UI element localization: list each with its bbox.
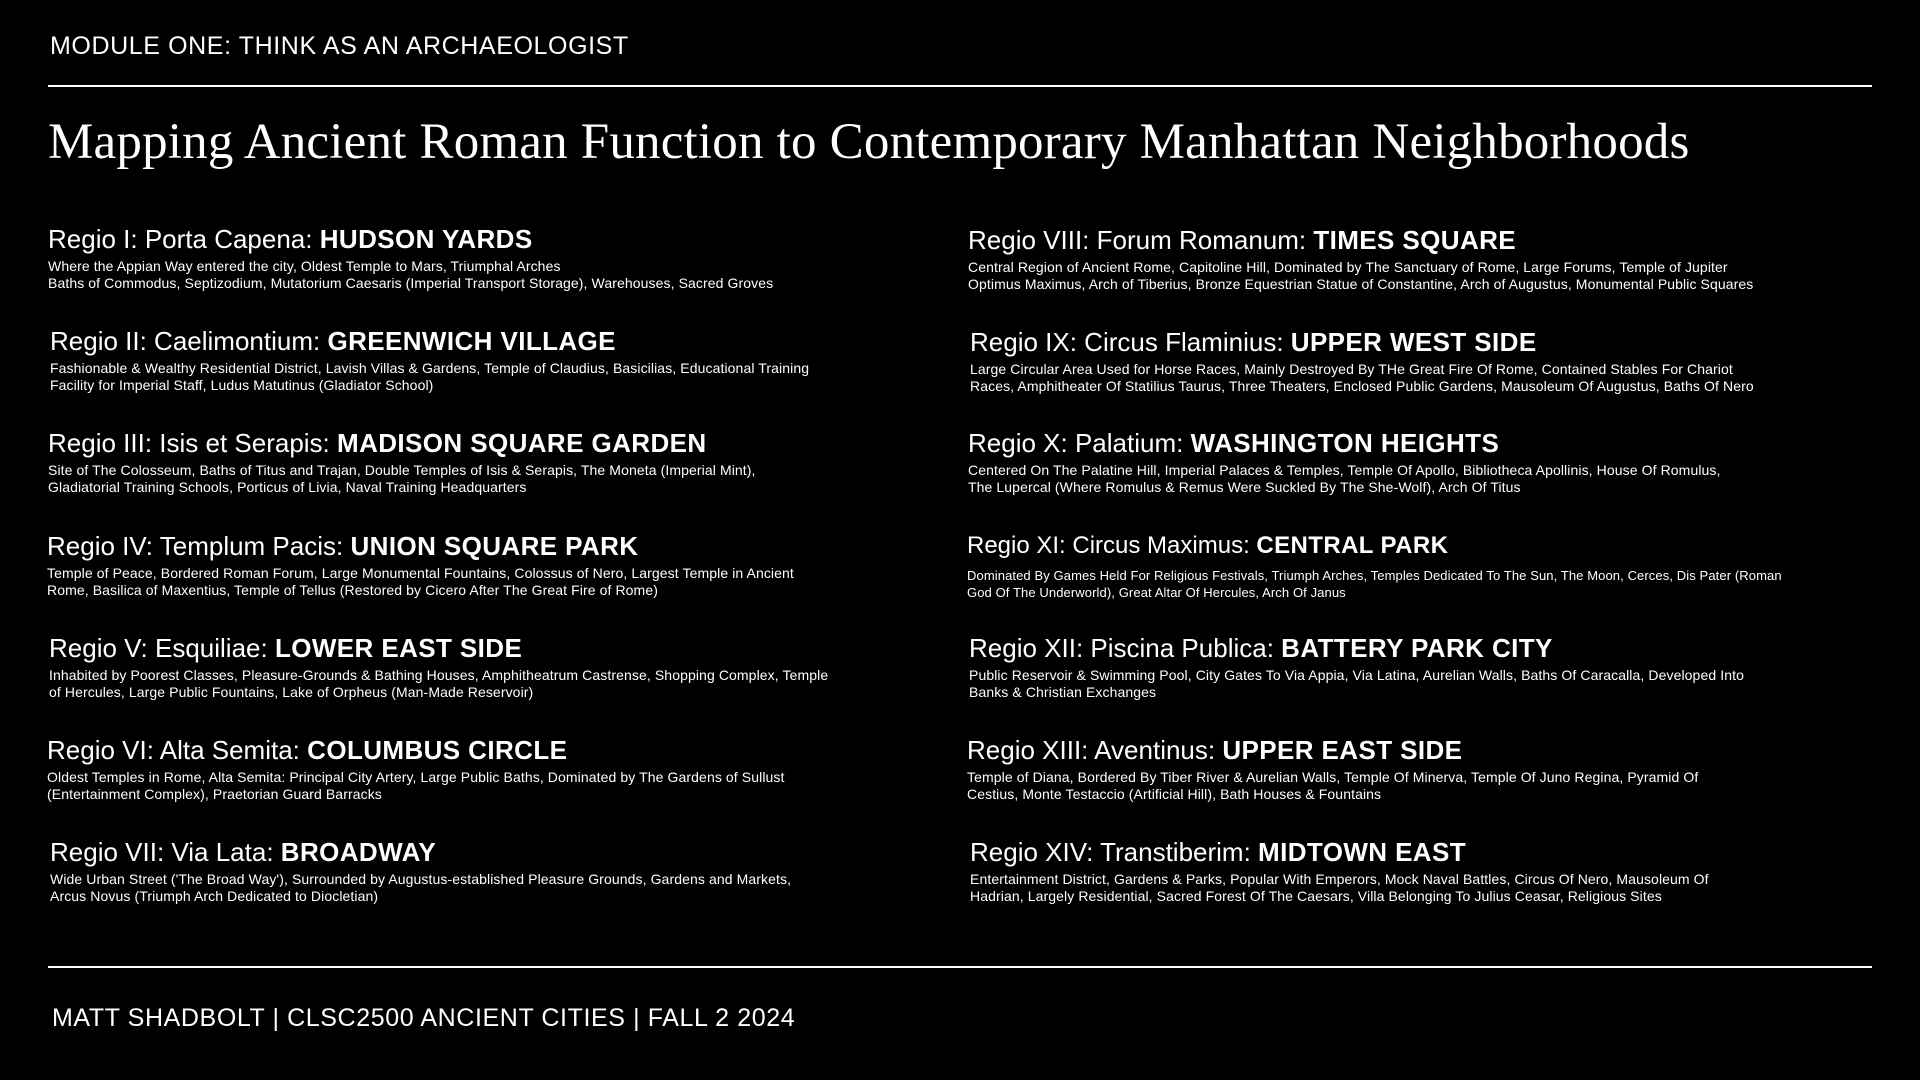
manhattan-neighborhood: CENTRAL PARK xyxy=(1256,532,1449,559)
manhattan-neighborhood: UNION SQUARE PARK xyxy=(350,531,639,561)
regio-name: Regio VIII: Forum Romanum: xyxy=(968,225,1314,255)
regio-name: Regio III: Isis et Serapis: xyxy=(48,428,338,458)
desc-line: Facility for Imperial Staff, Ludus Matutinus (Gladiator School) xyxy=(50,377,434,393)
regio-9-entry xyxy=(970,327,1754,395)
regio-4-entry xyxy=(47,531,794,599)
desc-line: Entertainment District, Gardens & Parks, Popular With Emperors, Mock Naval Battles, Circus Of Nero, Mausoleum Of xyxy=(970,871,1709,887)
regio-heading xyxy=(47,735,785,765)
regio-10-entry xyxy=(968,428,1721,496)
desc-line: Temple of Peace, Bordered Roman Forum, Large Monumental Fountains, Colossus of Nero, Largest Temple in Ancient xyxy=(47,565,794,581)
regio-heading xyxy=(48,224,773,254)
regio-11-entry xyxy=(967,531,1782,601)
regio-heading xyxy=(47,531,794,561)
regio-5-entry xyxy=(49,633,828,701)
regio-name: Regio IV: Templum Pacis: xyxy=(47,531,351,561)
desc-line: Central Region of Ancient Rome, Capitoline Hill, Dominated by The Sanctuary of Rome, Large Forums, Temple of Jupiter xyxy=(968,259,1728,275)
manhattan-neighborhood: LOWER EAST SIDE xyxy=(274,633,523,663)
desc-line: Dominated By Games Held For Religious Festivals, Triumph Arches, Temples Dedicated To The Sun, The Moon, Cerces, Dis Pater (Roman xyxy=(967,568,1782,583)
regio-name: Regio XI: Circus Maximus: xyxy=(967,532,1257,559)
desc-line: Banks & Christian Exchanges xyxy=(969,684,1157,700)
manhattan-neighborhood: TIMES SQUARE xyxy=(1313,225,1517,255)
desc-line: Inhabited by Poorest Classes, Pleasure-Grounds & Bathing Houses, Amphitheatrum Castrense, Shopping Complex, Temple xyxy=(49,667,829,683)
desc-line: Arcus Novus (Triumph Arch Dedicated to Diocletian) xyxy=(50,888,379,904)
manhattan-neighborhood: GREENWICH VILLAGE xyxy=(327,326,616,356)
regio-name: Regio VII: Via Lata: xyxy=(50,837,281,867)
regio-description xyxy=(970,871,1709,905)
regio-description xyxy=(967,769,1698,803)
regio-description xyxy=(49,667,828,701)
desc-line: Cestius, Monte Testaccio (Artificial Hill), Bath Houses & Fountains xyxy=(967,786,1382,802)
desc-line: Fashionable & Wealthy Residential District, Lavish Villas & Gardens, Temple of Claudius, Basicilias, Educational Training xyxy=(50,360,810,376)
regio-description xyxy=(47,769,785,803)
regio-14-entry xyxy=(970,837,1709,905)
regio-heading xyxy=(968,428,1721,458)
regio-heading xyxy=(968,225,1753,255)
regio-13-entry xyxy=(967,735,1698,803)
regio-heading xyxy=(50,326,809,356)
desc-line: Baths of Commodus, Septizodium, Mutatorium Caesaris (Imperial Transport Storage), Warehouses, Sacred Groves xyxy=(48,275,774,291)
regio-name: Regio VI: Alta Semita: xyxy=(47,735,308,765)
regio-3-entry xyxy=(48,428,756,496)
regio-heading xyxy=(50,837,791,867)
regio-heading xyxy=(49,633,828,663)
regio-description xyxy=(48,462,756,496)
desc-line: Races, Amphitheater Of Statilius Taurus, Three Theaters, Enclosed Public Gardens, Mausoleum Of Augustus, Baths Of Nero xyxy=(970,378,1754,394)
manhattan-neighborhood: COLUMBUS CIRCLE xyxy=(307,735,568,765)
desc-line: Site of The Colosseum, Baths of Titus and Trajan, Double Temples of Isis & Serapis, The Moneta (Imperial Mint), xyxy=(48,462,756,478)
manhattan-neighborhood: HUDSON YARDS xyxy=(319,224,533,254)
regio-6-entry xyxy=(47,735,785,803)
regio-name: Regio XIV: Transtiberim: xyxy=(970,837,1259,867)
regio-description xyxy=(968,462,1721,496)
desc-line: Oldest Temples in Rome, Alta Semita: Principal City Artery, Large Public Baths, Dominated by The Gardens of Sullust xyxy=(47,769,785,785)
desc-line: of Hercules, Large Public Fountains, Lake of Orpheus (Man-Made Reservoir) xyxy=(49,684,534,700)
regio-description xyxy=(968,259,1753,293)
manhattan-neighborhood: MADISON SQUARE GARDEN xyxy=(337,428,707,458)
regio-name: Regio XII: Piscina Publica: xyxy=(969,633,1282,663)
regio-description xyxy=(50,871,791,905)
regio-heading xyxy=(967,735,1698,765)
module-title: MODULE ONE: THINK AS AN ARCHAEOLOGIST xyxy=(50,32,629,60)
desc-line: Large Circular Area Used for Horse Races, Mainly Destroyed By THe Great Fire Of Rome, Contained Stables For Chariot xyxy=(970,361,1733,377)
regio-12-entry xyxy=(969,633,1744,701)
manhattan-neighborhood: MIDTOWN EAST xyxy=(1258,837,1467,867)
regio-2-entry xyxy=(50,326,809,394)
desc-line: Public Reservoir & Swimming Pool, City Gates To Via Appia, Via Latina, Aurelian Walls, Baths Of Caracalla, Developed Into xyxy=(969,667,1744,683)
top-divider xyxy=(48,85,1872,87)
regio-name: Regio IX: Circus Flaminius: xyxy=(970,327,1291,357)
regio-heading xyxy=(967,531,1782,561)
regio-name: Regio II: Caelimontium: xyxy=(50,326,328,356)
regio-description xyxy=(47,565,794,599)
regio-name: Regio XIII: Aventinus: xyxy=(967,735,1223,765)
regio-8-entry xyxy=(968,225,1753,293)
desc-line: The Lupercal (Where Romulus & Remus Were Suckled By The She-Wolf), Arch Of Titus xyxy=(968,479,1521,495)
regio-description xyxy=(48,258,773,292)
regio-description xyxy=(969,667,1744,701)
manhattan-neighborhood: UPPER EAST SIDE xyxy=(1222,735,1463,765)
regio-name: Regio I: Porta Capena: xyxy=(48,224,320,254)
manhattan-neighborhood: BROADWAY xyxy=(280,837,437,867)
regio-description xyxy=(967,567,1782,601)
bottom-divider xyxy=(48,966,1872,968)
desc-line: God Of The Underworld), Great Altar Of Hercules, Arch Of Janus xyxy=(967,585,1346,600)
regio-heading xyxy=(970,327,1754,357)
manhattan-neighborhood: BATTERY PARK CITY xyxy=(1281,633,1553,663)
regio-description xyxy=(970,361,1754,395)
manhattan-neighborhood: WASHINGTON HEIGHTS xyxy=(1190,428,1500,458)
page-title: Mapping Ancient Roman Function to Contemporary Manhattan Neighborhoods xyxy=(48,114,1690,170)
desc-line: Wide Urban Street ('The Broad Way'), Surrounded by Augustus-established Pleasure Grounds, Gardens and Markets, xyxy=(50,871,792,887)
regio-heading xyxy=(48,428,756,458)
footer-credit: MATT SHADBOLT | CLSC2500 ANCIENT CITIES | FALL 2 2024 xyxy=(52,1004,796,1032)
regio-name: Regio V: Esquiliae: xyxy=(49,633,275,663)
desc-line: Gladiatorial Training Schools, Porticus of Livia, Naval Training Headquarters xyxy=(48,479,527,495)
regio-7-entry xyxy=(50,837,791,905)
desc-line: (Entertainment Complex), Praetorian Guard Barracks xyxy=(47,786,382,802)
regio-1-entry xyxy=(48,224,773,292)
desc-line: Centered On The Palatine Hill, Imperial Palaces & Temples, Temple Of Apollo, Bibliotheca Apollinis, House Of Romulus, xyxy=(968,462,1721,478)
regio-description xyxy=(50,360,809,394)
regio-heading xyxy=(969,633,1744,663)
desc-line: Rome, Basilica of Maxentius, Temple of Tellus (Restored by Cicero After The Great Fire of Rome) xyxy=(47,582,658,598)
desc-line: Temple of Diana, Bordered By Tiber River & Aurelian Walls, Temple Of Minerva, Temple Of Juno Regina, Pyramid Of xyxy=(967,769,1699,785)
desc-line: Where the Appian Way entered the city, Oldest Temple to Mars, Triumphal Arches xyxy=(48,258,561,274)
manhattan-neighborhood: UPPER WEST SIDE xyxy=(1290,327,1537,357)
desc-line: Hadrian, Largely Residential, Sacred Forest Of The Caesars, Villa Belonging To Julius Ceasar, Religious Sites xyxy=(970,888,1662,904)
regio-name: Regio X: Palatium: xyxy=(968,428,1191,458)
regio-heading xyxy=(970,837,1709,867)
desc-line: Optimus Maximus, Arch of Tiberius, Bronze Equestrian Statue of Constantine, Arch of Augustus, Monumental Public Squares xyxy=(968,276,1754,292)
